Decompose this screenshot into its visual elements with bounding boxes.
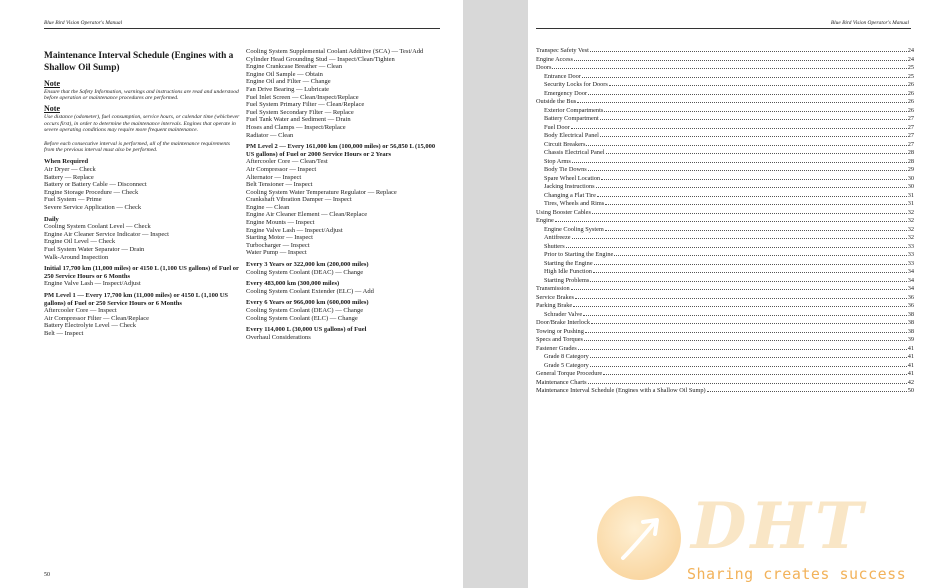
toc-entry-page: 26 bbox=[907, 89, 914, 97]
toc-entry-label: Emergency Door bbox=[544, 89, 588, 97]
running-header-right: Blue Bird Vision Operator's Manual bbox=[830, 20, 909, 26]
left-page bbox=[0, 0, 463, 588]
toc-entry-page: 27 bbox=[907, 132, 914, 139]
toc-leader-dots bbox=[583, 315, 907, 316]
toc-entry[interactable] bbox=[536, 90, 914, 99]
toc-entry-page: 24 bbox=[907, 55, 914, 63]
schedule-item: Cylinder Head Grounding Stud — Inspect/Clean/Tighten bbox=[246, 55, 395, 63]
toc-leader-dots bbox=[601, 179, 907, 180]
toc-entry[interactable] bbox=[536, 200, 914, 209]
header-rule-right bbox=[536, 28, 911, 29]
toc-leader-dots bbox=[609, 85, 907, 86]
toc-entry-label: Circuit Breakers bbox=[544, 140, 586, 148]
toc-entry-label: Engine Cooling System bbox=[544, 225, 604, 233]
toc-entry-label: Shutters bbox=[544, 242, 565, 250]
toc-entry-page: 34 bbox=[907, 268, 914, 275]
section-heading: Every 3 Years or 322,000 km (200,000 miles) bbox=[246, 261, 369, 269]
toc-leader-dots bbox=[604, 111, 906, 112]
toc-entry-label: Doors bbox=[536, 64, 552, 71]
schedule-item: Cooling System Coolant (ELC) — Change bbox=[246, 314, 358, 322]
schedule-item: Belt Tensioner — Inspect bbox=[246, 181, 313, 189]
toc-entry[interactable] bbox=[536, 192, 914, 201]
schedule-item: Fuel Tank Water and Sediment — Drain bbox=[246, 116, 351, 124]
header-rule-left bbox=[44, 28, 440, 29]
toc-entry-label: Exterior Compartments bbox=[544, 106, 604, 114]
left-sections bbox=[44, 158, 240, 337]
toc-entry-label: Using Booster Cables bbox=[536, 208, 591, 216]
toc-entry[interactable] bbox=[536, 98, 914, 107]
toc-entry-label: Fastener Grades bbox=[536, 344, 577, 352]
toc-entry[interactable] bbox=[536, 345, 914, 354]
toc-entry-label: Outside the Bus bbox=[536, 98, 577, 105]
toc-entry-label: Changing a Flat Tire bbox=[544, 191, 596, 199]
section-heading: Initial 17,700 km (11,000 miles) or 4150 L (1,100 US gallons) of Fuel or 250 Service Hours or 6 Months bbox=[44, 265, 239, 280]
toc-entry-label: Maintenance Interval Schedule (Engines with a Shallow Oil Sump) bbox=[536, 387, 706, 394]
right-column bbox=[246, 48, 442, 341]
toc-entry-label: Stop Arms bbox=[544, 157, 571, 165]
toc-entry-page: 27 bbox=[907, 115, 914, 122]
toc-leader-dots bbox=[588, 170, 907, 171]
toc-entry-page: 25 bbox=[907, 64, 914, 71]
toc-leader-dots bbox=[593, 272, 907, 273]
schedule-title: Maintenance Interval Schedule (Engines with a Shallow Oil Sump) bbox=[44, 51, 234, 73]
toc-entry-page: 26 bbox=[907, 98, 914, 105]
toc-entry[interactable] bbox=[536, 311, 914, 320]
toc-entry[interactable] bbox=[536, 158, 914, 167]
toc-leader-dots bbox=[600, 136, 907, 137]
schedule-item: Engine Mounts — Inspect bbox=[246, 219, 315, 227]
toc-entry-label: Fuel Door bbox=[544, 123, 570, 131]
toc-entry-label: Engine bbox=[536, 217, 554, 224]
toc-leader-dots bbox=[571, 128, 907, 129]
toc-entry-page: 32 bbox=[907, 208, 914, 216]
toc-leader-dots bbox=[572, 238, 907, 239]
toc-entry-page: 38 bbox=[907, 310, 914, 318]
toc-entry[interactable] bbox=[536, 268, 914, 277]
schedule-item: Starting Motor — Inspect bbox=[246, 234, 313, 242]
toc-leader-dots bbox=[592, 213, 907, 214]
toc-entry[interactable] bbox=[536, 132, 914, 141]
toc-entry-label: Maintenance Charts bbox=[536, 378, 587, 386]
schedule-item: Engine Air Cleaner Element — Clean/Replace bbox=[246, 211, 368, 219]
toc-entry-page: 41 bbox=[907, 370, 914, 377]
watermark-tagline: Sharing creates success bbox=[687, 565, 907, 583]
toc-leader-dots bbox=[575, 298, 907, 299]
schedule-item: Fuel System Water Separator — Drain bbox=[44, 245, 145, 253]
toc-entry[interactable] bbox=[536, 166, 914, 175]
arrow-icon bbox=[615, 512, 667, 564]
note-text: Use distance (odometer), fuel consumption, service hours, or calendar time (whichever occurs first), in order to determine the maintenance intervals. Engines that operate in severe operating conditions may require more frequent maintenance. bbox=[44, 114, 240, 133]
toc-entry-page: 38 bbox=[907, 327, 914, 335]
note-label: Note bbox=[44, 104, 60, 114]
schedule-item: Aftercooler Core — Inspect bbox=[44, 307, 117, 315]
toc-entry[interactable] bbox=[536, 379, 914, 388]
schedule-item: Engine Oil Level — Check bbox=[44, 238, 116, 246]
toc-entry-label: Schrader Valve bbox=[544, 310, 583, 318]
toc-entry-label: Body Tie Downs bbox=[544, 166, 587, 173]
toc-entry-page: 31 bbox=[907, 191, 914, 199]
toc-entry[interactable] bbox=[536, 56, 914, 65]
schedule-item: Air Dryer — Check bbox=[44, 166, 96, 174]
toc-leader-dots bbox=[605, 204, 907, 205]
schedule-item: Cooling System Coolant (DEAC) — Change bbox=[246, 307, 364, 314]
section-heading: Daily bbox=[44, 215, 59, 223]
toc-leader-dots bbox=[574, 60, 907, 61]
schedule-item: Engine Crankcase Breather — Clean bbox=[246, 63, 343, 71]
toc-entry-label: Transmission bbox=[536, 285, 570, 292]
toc-entry-label: General Torque Procedure bbox=[536, 370, 603, 377]
schedule-item: Battery or Battery Cable — Disconnect bbox=[44, 181, 147, 189]
toc-entry-page: 29 bbox=[907, 166, 914, 173]
schedule-item: Cooling System Coolant Level — Check bbox=[44, 223, 151, 231]
toc-entry-label: Starting the Engine bbox=[544, 259, 593, 267]
toc-leader-dots bbox=[573, 306, 907, 307]
schedule-item: Engine Oil Sample — Obtain bbox=[246, 70, 323, 78]
table-of-contents bbox=[536, 47, 914, 396]
toc-leader-dots bbox=[603, 374, 906, 375]
toc-entry-label: Engine Access bbox=[536, 55, 573, 63]
toc-entry-page: 27 bbox=[907, 140, 914, 148]
note-text: Ensure that the Safety Information, warnings and instructions are read and understood before operation or maintenance procedures are performed. bbox=[44, 89, 239, 102]
schedule-item: Hoses and Clamps — Inspect/Replace bbox=[246, 123, 346, 131]
toc-entry-page: 26 bbox=[907, 106, 914, 114]
toc-entry-label: Grade 5 Category bbox=[544, 361, 589, 369]
toc-entry-label: Grade 8 Category bbox=[544, 353, 589, 360]
schedule-item: Fuel System — Prime bbox=[44, 196, 102, 204]
toc-leader-dots bbox=[555, 221, 907, 222]
toc-entry-label: Battery Compartment bbox=[544, 115, 599, 122]
right-sections bbox=[246, 143, 442, 341]
toc-entry-page: 27 bbox=[907, 123, 914, 131]
toc-leader-dots bbox=[588, 383, 907, 384]
schedule-item: Water Pump — Inspect bbox=[246, 249, 307, 257]
schedule-item: Engine Valve Lash — Inspect/Adjust bbox=[44, 280, 141, 288]
toc-entry-page: 28 bbox=[907, 149, 914, 156]
toc-entry[interactable] bbox=[536, 362, 914, 371]
schedule-item: Cooling System Water Temperature Regulator — Replace bbox=[246, 188, 397, 196]
schedule-item: Cooling System Coolant Extender (ELC) — Add bbox=[246, 287, 374, 295]
schedule-item: Engine Storage Procedure — Check bbox=[44, 188, 139, 196]
toc-leader-dots bbox=[578, 349, 907, 350]
running-header-left: Blue Bird Vision Operator's Manual bbox=[44, 20, 123, 26]
toc-entry-label: Service Brakes bbox=[536, 293, 574, 301]
toc-entry[interactable] bbox=[536, 183, 914, 192]
toc-entry[interactable] bbox=[536, 107, 914, 116]
schedule-item: Belt — Inspect bbox=[44, 329, 84, 337]
toc-entry[interactable] bbox=[536, 47, 914, 56]
toc-entry-page: 24 bbox=[907, 47, 914, 54]
toc-entry-page: 28 bbox=[907, 157, 914, 165]
toc-entry-label: High Idle Function bbox=[544, 268, 592, 275]
toc-entry-label: Transpec Safety Vest bbox=[536, 47, 589, 54]
toc-entry-label: Security Locks for Doors bbox=[544, 81, 608, 88]
toc-leader-dots bbox=[591, 323, 907, 324]
toc-entry-label: Door/Brake Interlock bbox=[536, 319, 591, 326]
toc-entry[interactable] bbox=[536, 294, 914, 303]
toc-entry-page: 36 bbox=[907, 293, 914, 301]
schedule-item: Walk-Around Inspection bbox=[44, 253, 109, 261]
toc-entry-page: 50 bbox=[907, 387, 914, 394]
toc-entry[interactable] bbox=[536, 124, 914, 133]
schedule-item: Cooling System Coolant (DEAC) — Change bbox=[246, 268, 364, 276]
toc-entry[interactable] bbox=[536, 81, 914, 90]
toc-leader-dots bbox=[605, 230, 907, 231]
left-column bbox=[44, 50, 240, 337]
schedule-item: Engine Oil and Filter — Change bbox=[246, 78, 331, 86]
schedule-item: Fan Drive Bearing — Lubricate bbox=[246, 85, 330, 93]
toc-entry[interactable] bbox=[536, 353, 914, 362]
schedule-item: Fuel System Secondary Filter — Replace bbox=[246, 108, 354, 116]
toc-entry-page: 34 bbox=[907, 285, 914, 292]
schedule-item: Turbocharger — Inspect bbox=[246, 241, 310, 249]
schedule-item: Battery Electrolyte Level — Check bbox=[44, 322, 137, 330]
page-number-left: 50 bbox=[44, 572, 50, 578]
toc-leader-dots bbox=[584, 340, 907, 341]
toc-leader-dots bbox=[586, 145, 906, 146]
toc-leader-dots bbox=[590, 281, 906, 282]
toc-leader-dots bbox=[590, 366, 907, 367]
toc-leader-dots bbox=[577, 102, 906, 103]
schedule-item: Overhaul Considerations bbox=[246, 333, 311, 341]
toc-entry[interactable] bbox=[536, 387, 914, 396]
toc-entry[interactable] bbox=[536, 336, 914, 345]
toc-entry-page: 36 bbox=[907, 302, 914, 309]
schedule-item: Crankshaft Vibration Damper — Inspect bbox=[246, 196, 352, 204]
schedule-item: Cooling System Supplemental Coolant Additive (SCA) — Test/Add bbox=[246, 48, 424, 55]
toc-entry-label: Towing or Pushing bbox=[536, 327, 584, 335]
toc-entry-page: 30 bbox=[907, 183, 914, 190]
toc-entry[interactable] bbox=[536, 217, 914, 226]
toc-leader-dots bbox=[596, 187, 907, 188]
schedule-item: Alternator — Inspect bbox=[246, 173, 302, 181]
toc-entry[interactable] bbox=[536, 277, 914, 286]
schedule-item: Fuel Inlet Screen — Clean/Inspect/Replace bbox=[246, 93, 359, 101]
toc-entry-page: 41 bbox=[907, 353, 914, 360]
toc-entry[interactable] bbox=[536, 234, 914, 243]
watermark bbox=[597, 490, 937, 588]
toc-entry[interactable] bbox=[536, 226, 914, 235]
schedule-item: Engine Air Cleaner Service Indicator — Inspect bbox=[44, 230, 169, 238]
toc-entry-page: 42 bbox=[907, 378, 914, 386]
toc-leader-dots bbox=[585, 332, 907, 333]
schedule-item: Radiator — Clean bbox=[246, 131, 294, 139]
toc-leader-dots bbox=[552, 68, 906, 69]
toc-entry-page: 30 bbox=[907, 174, 914, 182]
toc-entry-page: 32 bbox=[907, 234, 914, 241]
toc-entry-label: Spare Wheel Location bbox=[544, 174, 601, 182]
toc-leader-dots bbox=[590, 51, 907, 52]
toc-entry-label: Chassis Electrical Panel bbox=[544, 149, 605, 156]
toc-leader-dots bbox=[590, 357, 907, 358]
schedule-item: Engine Valve Lash — Inspect/Adjust bbox=[246, 226, 343, 234]
toc-entry-page: 32 bbox=[907, 225, 914, 233]
toc-entry-label: Jacking Instructions bbox=[544, 183, 595, 190]
toc-entry[interactable] bbox=[536, 209, 914, 218]
toc-leader-dots bbox=[572, 162, 907, 163]
toc-entry-page: 41 bbox=[907, 361, 914, 369]
toc-leader-dots bbox=[597, 196, 907, 197]
toc-entry-page: 31 bbox=[907, 200, 914, 207]
toc-entry[interactable] bbox=[536, 64, 914, 73]
toc-entry-label: Specs and Torques bbox=[536, 336, 584, 343]
section-heading: Every 483,000 km (300,000 miles) bbox=[246, 280, 340, 288]
toc-entry[interactable] bbox=[536, 260, 914, 269]
toc-entry-page: 38 bbox=[907, 319, 914, 326]
toc-entry[interactable] bbox=[536, 73, 914, 82]
toc-entry[interactable] bbox=[536, 175, 914, 184]
toc-entry-page: 34 bbox=[907, 276, 914, 284]
toc-leader-dots bbox=[600, 119, 907, 120]
toc-entry-page: 33 bbox=[907, 251, 914, 258]
intro-text: Before each consecutive interval is performed, all of the maintenance requirements from the previous interval must also be performed. bbox=[44, 141, 230, 154]
toc-entry-label: Starting Problems bbox=[544, 276, 590, 284]
toc-entry-label: Tires, Wheels and Rims bbox=[544, 200, 605, 207]
toc-entry[interactable] bbox=[536, 243, 914, 252]
toc-entry-label: Prior to Starting the Engine bbox=[544, 251, 614, 258]
toc-entry-page: 39 bbox=[907, 336, 914, 343]
note-label: Note bbox=[44, 79, 60, 88]
toc-leader-dots bbox=[606, 153, 907, 154]
toc-entry[interactable] bbox=[536, 115, 914, 124]
toc-entry-page: 32 bbox=[907, 217, 914, 224]
toc-leader-dots bbox=[582, 77, 907, 78]
schedule-item: Air Compressor Filter — Clean/Replace bbox=[44, 314, 150, 322]
toc-entry[interactable] bbox=[536, 302, 914, 311]
toc-entry[interactable] bbox=[536, 251, 914, 260]
toc-leader-dots bbox=[707, 391, 907, 392]
section-heading: PM Level 1 — Every 17,700 km (11,000 miles) or 4150 L (1,100 US gallons) of Fuel or 250 Service Hours or 6 Months bbox=[44, 291, 229, 307]
toc-entry-page: 33 bbox=[907, 242, 914, 250]
toc-entry-page: 33 bbox=[907, 259, 914, 267]
toc-entry-label: Body Electrical Panel bbox=[544, 132, 599, 139]
toc-leader-dots bbox=[588, 94, 907, 95]
toc-entry-page: 25 bbox=[907, 72, 914, 80]
section-heading: Every 6 Years or 966,000 km (600,000 miles) bbox=[246, 299, 369, 307]
toc-entry-label: Entrance Door bbox=[544, 72, 581, 80]
schedule-item: Battery — Replace bbox=[44, 173, 94, 181]
toc-entry-label: Antifreeze bbox=[544, 234, 571, 241]
toc-entry[interactable] bbox=[536, 149, 914, 158]
toc-leader-dots bbox=[594, 264, 907, 265]
toc-entry[interactable] bbox=[536, 285, 914, 294]
toc-entry[interactable] bbox=[536, 141, 914, 150]
toc-leader-dots bbox=[614, 255, 906, 256]
schedule-item: Aftercooler Core — Clean/Test bbox=[246, 158, 328, 166]
toc-entry[interactable] bbox=[536, 319, 914, 328]
schedule-item: Air Compressor — Inspect bbox=[246, 165, 317, 173]
schedule-item: Severe Service Application — Check bbox=[44, 203, 142, 211]
toc-leader-dots bbox=[571, 289, 907, 290]
schedule-item: Fuel System Primary Filter — Clean/Replace bbox=[246, 101, 365, 109]
section-heading: When Required bbox=[44, 158, 89, 166]
toc-leader-dots bbox=[566, 247, 907, 248]
section-heading: Every 114,000 L (30,000 US gallons) of Fuel bbox=[246, 326, 367, 334]
toc-entry-page: 41 bbox=[907, 344, 914, 352]
schedule-item: Engine — Clean bbox=[246, 203, 290, 211]
watermark-logo: DHT bbox=[691, 489, 867, 564]
toc-entry[interactable] bbox=[536, 370, 914, 379]
toc-entry-label: Parking Brake bbox=[536, 302, 573, 309]
lead-items bbox=[246, 48, 442, 139]
toc-entry[interactable] bbox=[536, 328, 914, 337]
section-heading: PM Level 2 — Every 161,000 km (100,000 miles) or 56,850 L (15,000 US gallons) of Fuel or 2000 Service Hours or 2 Years bbox=[246, 143, 436, 158]
toc-entry-page: 26 bbox=[907, 81, 914, 88]
